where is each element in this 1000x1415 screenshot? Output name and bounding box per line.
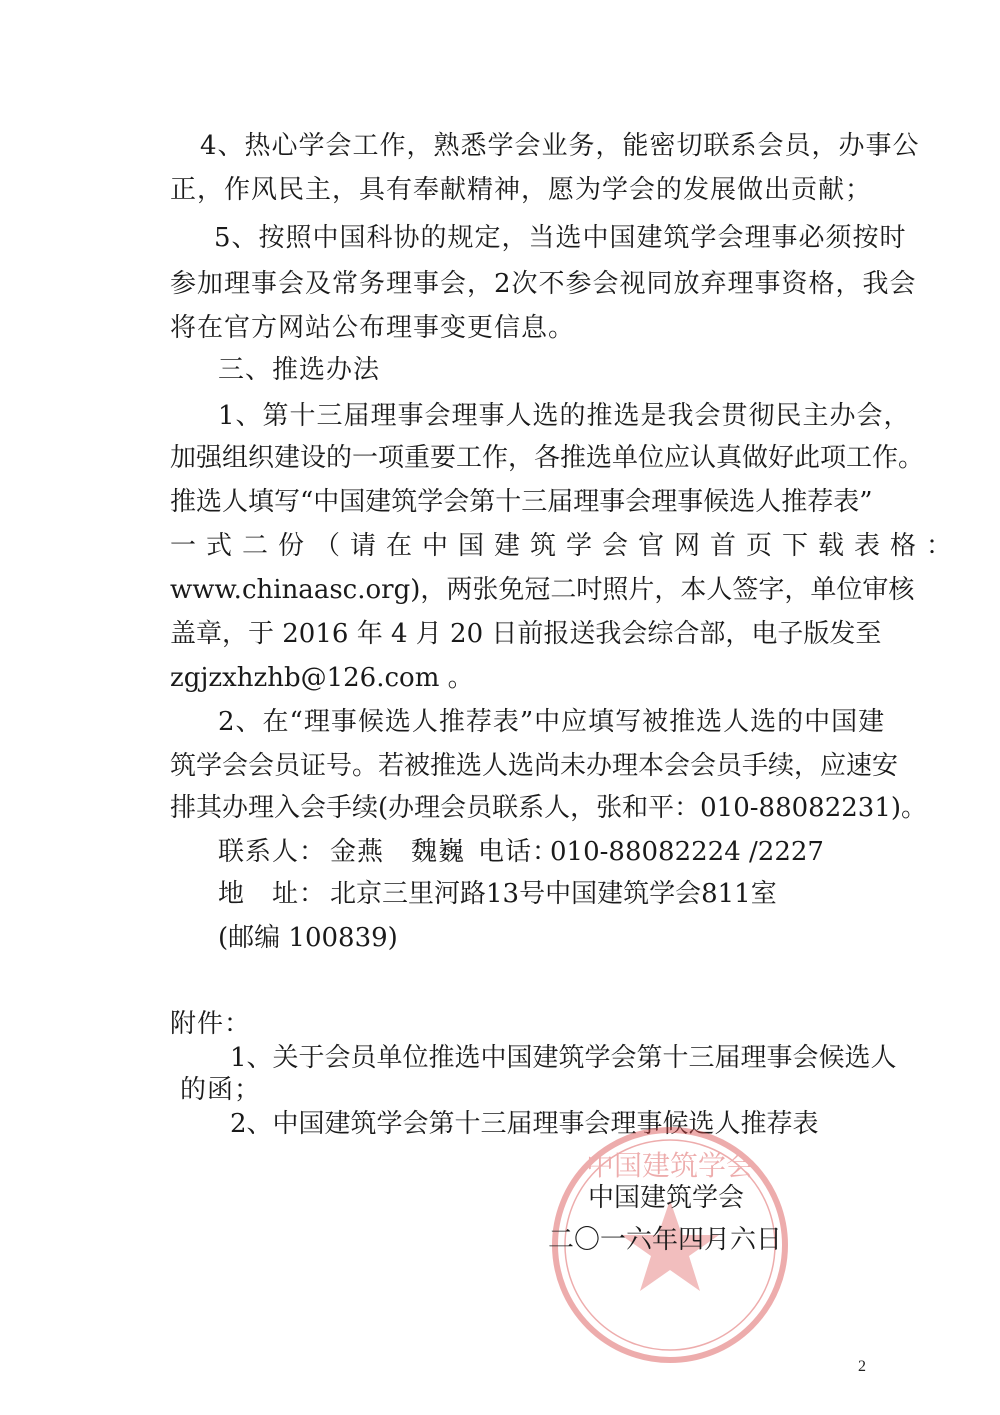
- page-number: 2: [858, 1358, 866, 1375]
- seal-text: 中国建筑学会: [585, 1149, 755, 1182]
- document-page: 4、热心学会工作，熟悉学会业务，能密切联系会员，办事公 正，作风民主，具有奉献精神，愿为学会的发展做出贡献； 5、按照中国科协的规定，当选中国建筑学会理事必须按时 参加理事会及常务理事会，2次不参会视同放弃理事资格，我会 将在官方网站公布理事变更信息。 三、推选办法 1、第十三届理事会理事人选的推选是我会贯彻民主办会， 加强组织建设的一项重要工作，各推选单位应认真做好此项工作。 推选人填写“中国建筑学会第十三届理事会理事候选人推荐表” 一式二份（请在中国建筑学会官网首页下载表格： www.chinaasc.org)，两张免冠二吋照片，本人签字，单位审核 盖章，于 2016 年 4 月 20 日前报送我会综合部，电子版发至 zgjzxhzhb@126.com 。 2、在“理事候选人推荐表”中应填写被推选人选的中国建 筑学会会员证号。若被推选人选尚未办理本会会员手续，应速安 排其办理入会手续(办理会员联系人，张和平：010-88082231)。 联系人： 金燕 魏巍 电话： 010-88082224 /2227 地 址： 北京三里河路13号中国建筑学会811室 (邮编 100839) 附件： 1、关于会员单位推选中国建筑学会第十三届理事会候选人 的函； 2、中国建筑学会第十三届理事会理事候选人推荐表 中国建筑学会 中国建筑学会 二〇一六年四月六日 2: [170, 131, 963, 1375]
